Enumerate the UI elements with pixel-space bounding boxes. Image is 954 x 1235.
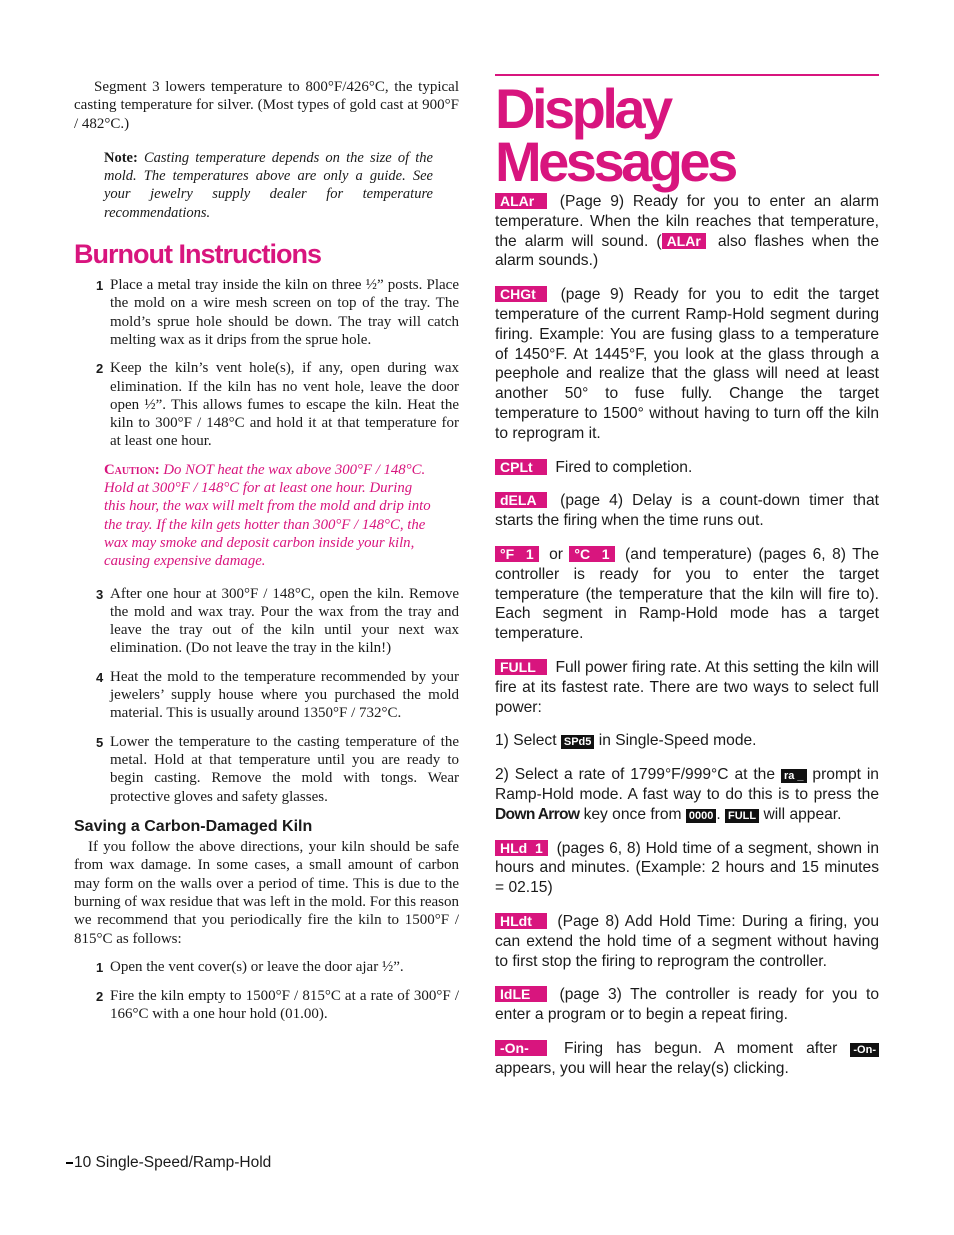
note-label: Note:: [104, 149, 138, 166]
message-text: or: [542, 545, 570, 563]
display-tag-dark: -On-: [850, 1043, 879, 1057]
left-column: [74, 78, 459, 1034]
message-on: [495, 1039, 879, 1079]
display-tag: IdLE: [495, 986, 547, 1002]
message-hldt: [495, 912, 879, 971]
page-title: [495, 77, 879, 193]
display-tag: FULL: [495, 659, 547, 675]
carbon-step: [74, 987, 459, 1024]
message-idle: [495, 985, 879, 1025]
step-text: Keep the kiln’s vent hole(s), if any, open during wax elimination. If the kiln has no vent hole, leave the door open ½”. This allows fumes to escape the kiln. Heat the kiln to 300°F / 148°C and hold it at that temperature for at least one hour.: [110, 360, 459, 450]
step-number: 2: [96, 989, 104, 1005]
intro-paragraph: Segment 3 lowers temperature to 800°F/426°C, the typical casting temperature for silver. (Most types of gold cast at 900°F / 482°C.): [74, 79, 459, 132]
step-text: Open the vent cover(s) or leave the door ajar ½”.: [110, 958, 404, 975]
footer-dash: [66, 1162, 73, 1164]
step-text: Fire the kiln empty to 1500°F / 815°C at a rate of 300°F / 166°C with a one hour hold (01.00).: [110, 988, 459, 1023]
message-temp: [495, 545, 879, 644]
page-footer: [66, 1154, 271, 1172]
burnout-step: [74, 585, 459, 658]
message-alar: [495, 192, 879, 271]
message-text: (pages 6, 8) Hold time of a segment, shown in hours and minutes. (Example: 2 hours and 15 minutes = 02.15): [495, 839, 879, 897]
display-tag: ALAr: [662, 233, 706, 249]
burnout-step: [74, 668, 459, 723]
display-tag: -On-: [495, 1040, 547, 1056]
display-tag-dark: 0000: [686, 809, 716, 823]
note-text: Casting temperature depends on the size of the mold. The temperatures above are only a guide. See your jewelry supply dealer for temperature recommendations.: [104, 149, 433, 221]
message-full: [495, 658, 879, 717]
display-tag-dark: ra _: [781, 769, 807, 783]
carbon-step: [74, 958, 459, 977]
display-tag: CHGt: [495, 286, 547, 302]
step-text: After one hour at 300°F / 148°C, open the kiln. Remove the mold and wax tray. Pour the wax from the tray and leave the tray out of the kiln until your next wax elimination. (Do not leave the tray in the kiln!): [110, 585, 459, 657]
message-text: (Page 9) Ready for you to enter an alarm temperature. When the kiln reaches that temperature, the alarm will sound. (: [495, 193, 879, 250]
message-dela: [495, 491, 879, 531]
burnout-heading: Burnout Instructions: [74, 239, 321, 270]
display-tag: HLdt: [495, 913, 547, 929]
caution-label: Caution:: [104, 461, 160, 478]
message-text: appears, you will hear the relay(s) clicking.: [495, 1059, 789, 1077]
message-text: in Single-Speed mode.: [594, 732, 757, 750]
caution-text: Do NOT heat the wax above 300°F / 148°C. Hold at 300°F / 148°C for at least one hour. During this hour, the wax will melt from the mold and drip into the tray. If the kiln gets hotter than 300°F / 148°C, the wax may smoke and deposit carbon inside your kiln, causing expensive damage.: [104, 461, 431, 570]
full-option-2: [495, 765, 879, 824]
message-text: Full power firing rate. At this setting the kiln will fire at its fastest rate. There are two ways to select full power:: [495, 658, 879, 716]
title-line: Messages: [495, 130, 735, 193]
display-tag: °C 1: [569, 546, 614, 562]
display-tag: ALAr: [495, 193, 547, 209]
message-text: (page 4) Delay is a count-down timer that starts the firing when the time runs out.: [495, 492, 879, 530]
down-arrow-key-label: Down Arrow: [495, 805, 580, 823]
display-tag-dark: SPd5: [561, 735, 595, 749]
display-tag: dELA: [495, 492, 547, 508]
step-number: 2: [96, 361, 104, 377]
display-tag: °F 1: [495, 546, 539, 562]
caution-paragraph: [104, 461, 433, 571]
step-number: 1: [96, 278, 104, 294]
carbon-body: If you follow the above directions, your kiln should be safe from wax damage. In some cases, a small amount of carbon may form on the walls over a period of time. This is due to the burning of wax residue that was left in the mold. For this reason we recommend that you periodically fire the kiln to 1500°F / 815°C as follows:: [74, 839, 459, 947]
message-text: (Page 8) Add Hold Time: During a firing, you can extend the hold time of a segment without having to first stop the firing to reprogram the controller.: [495, 912, 879, 970]
step-number: 3: [96, 586, 104, 602]
step-text: Lower the temperature to the casting temperature of the metal. Hold at that temperature until you are ready to begin casting. Remove the mold with tongs. Wear protective gloves and safety glasses.: [110, 733, 459, 805]
message-chgt: [495, 285, 879, 443]
message-text: 2) Select a rate of 1799°F/999°C at the: [495, 766, 781, 784]
step-number: 4: [96, 669, 104, 685]
message-text: Firing has begun. A moment after: [551, 1039, 851, 1057]
display-tag-dark: FULL: [725, 809, 759, 823]
display-tag: CPLt: [495, 459, 547, 475]
burnout-step: [74, 733, 459, 806]
step-number: 5: [96, 734, 104, 750]
full-option-1: [495, 731, 879, 751]
burnout-step: [74, 276, 459, 349]
message-text: .: [716, 805, 726, 823]
message-cplt: [495, 458, 879, 478]
title-line: Display: [495, 77, 670, 140]
message-text: 1) Select: [495, 732, 561, 750]
message-text: will appear.: [759, 805, 842, 823]
message-text: (and temperature) (pages 6, 8) The controller is ready for you to enter the target temperature (the temperature that the kiln will fire to). Each segment in Ramp-Hold mode has a target temperature.: [495, 545, 879, 643]
note-paragraph: [104, 149, 433, 222]
message-text: (page 9) Ready for you to edit the target temperature of the current Ramp-Hold segment during firing. Example: You are fusing glass to a temperature of 1450°F. At 1445°F, you look at the glass through a peephole and realize that the glass will need at least another 50° to fuse fully. Change the target temperature to 1500° without having to turn off the kiln to reprogram it.: [495, 286, 879, 442]
step-text: Place a metal tray inside the kiln on three ½” posts. Place the mold on a wire mesh screen on top of the tray. The mold’s sprue hole should be down. The tray will catch melting wax as it drips from the sprue hole.: [110, 277, 459, 348]
message-text: key once from: [579, 805, 686, 823]
step-text: Heat the mold to the temperature recommended by your jewelers’ supply house where you purchased the mold material. This is usually around 1350°F / 732°C.: [110, 668, 459, 722]
display-tag: HLd 1: [495, 840, 548, 856]
step-number: 1: [96, 959, 104, 975]
message-text: also flashes when the alarm sounds.): [495, 232, 879, 270]
footer-text: 10 Single-Speed/Ramp-Hold: [74, 1154, 272, 1171]
right-column: [495, 192, 879, 1092]
carbon-heading: Saving a Carbon-Damaged Kiln: [74, 817, 313, 835]
message-text: (page 3) The controller is ready for you to enter a program or to begin a repeat firing.: [495, 986, 879, 1024]
title-rule: [495, 74, 879, 76]
message-text: Fired to completion.: [551, 458, 693, 476]
message-hld: [495, 839, 879, 898]
burnout-step: [74, 359, 459, 450]
message-text: prompt in Ramp-Hold mode. A fast way to do this is to press the: [495, 766, 879, 803]
